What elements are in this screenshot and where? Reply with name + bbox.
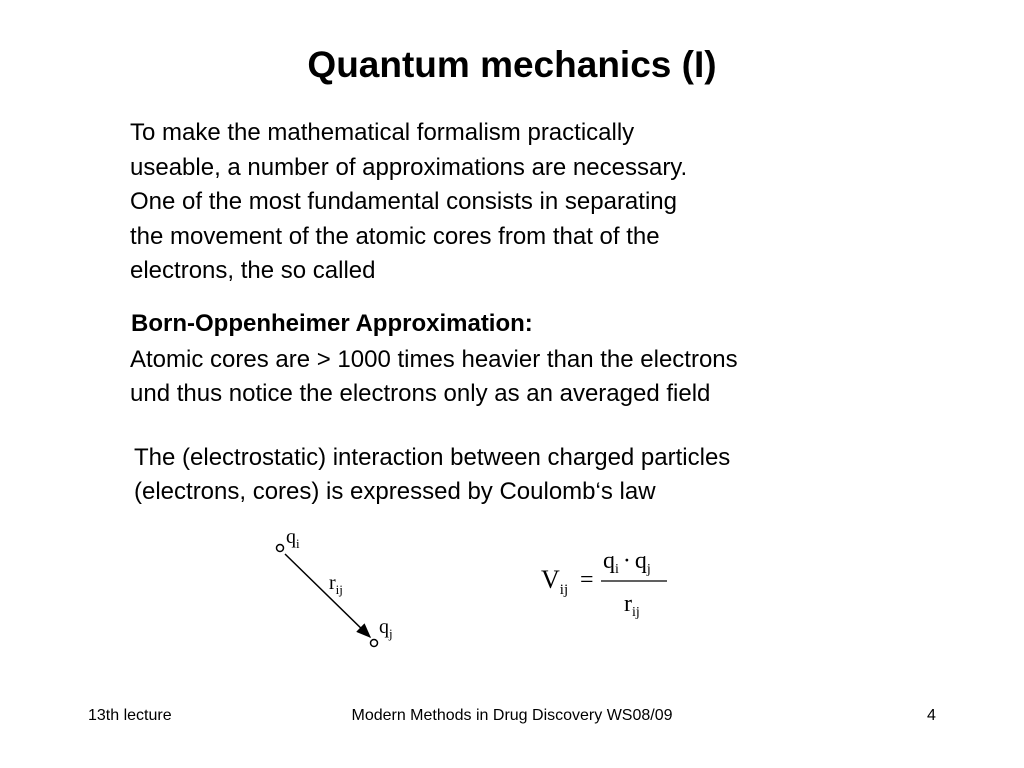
charge-j-point xyxy=(371,640,378,647)
bo-line: und thus notice the electrons only as an averaged field xyxy=(130,380,711,407)
coulomb-line: The (electrostatic) interaction between charged particles xyxy=(134,444,731,471)
charge-i-label: $q_i$ xyxy=(286,526,300,551)
born-oppenheimer-paragraph xyxy=(130,343,738,411)
formula-denominator: $r_{ij}$ xyxy=(624,591,640,620)
born-oppenheimer-heading: Born-Oppenheimer Approximation: xyxy=(131,310,533,337)
intro-line: electrons, the so called xyxy=(130,257,376,284)
formula-lhs: $V_{ij}$ xyxy=(541,565,569,598)
intro-line: the movement of the atomic cores from that of the xyxy=(130,222,660,250)
distance-label: $r_{ij}$ xyxy=(329,572,343,597)
coulomb-paragraph xyxy=(134,441,730,509)
charge-distance-diagram xyxy=(255,520,415,655)
bo-line: Atomic cores are > 1000 times heavier than the electrons xyxy=(130,346,738,373)
formula-numerator: $q_i \cdot q_j$ xyxy=(603,548,651,577)
slide-title: Quantum mechanics (I) xyxy=(307,44,717,85)
intro-line: useable, a number of approximations are necessary. xyxy=(130,153,688,181)
distance-arrow xyxy=(285,554,370,637)
intro-line: To make the mathematical formalism practically xyxy=(130,119,635,146)
footer-page-number: 4 xyxy=(927,707,936,724)
coulomb-formula xyxy=(535,540,675,630)
coulomb-line: (electrons, cores) is expressed by Coulomb‘s law xyxy=(134,478,656,505)
formula-equals: = xyxy=(580,567,594,593)
footer-course-title: Modern Methods in Drug Discovery WS08/09 xyxy=(351,707,673,724)
intro-line: One of the most fundamental consists in separating xyxy=(130,188,677,215)
charge-i-point xyxy=(277,545,284,552)
intro-paragraph xyxy=(130,116,687,289)
charge-j-label: $q_j$ xyxy=(379,616,393,641)
footer-lecture: 13th lecture xyxy=(88,707,172,724)
